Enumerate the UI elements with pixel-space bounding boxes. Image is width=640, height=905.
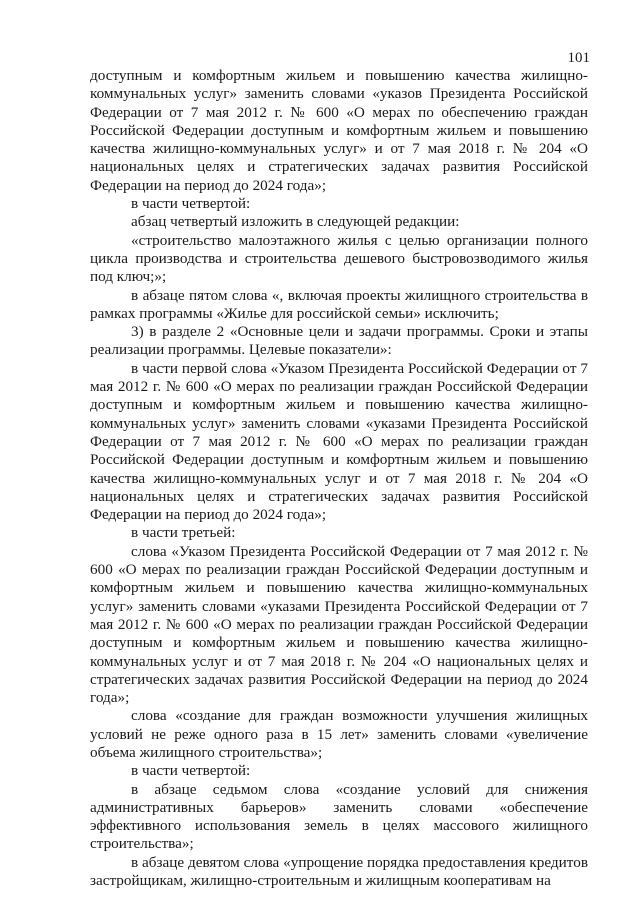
document-body — [90, 67, 588, 890]
paragraph: в части первой слова «Указом Президента Российской Федерации от 7 мая 2012 г. № 600 «О мерах по реализации граждан Российской Федерации доступным и комфортным жильем и повышению качества жилищно-коммунальных услуг» заменить словами «указами Президента Российской Федерации от 7 мая 2012 г. № 600 «О мерах по реализации граждан Российской Федерации доступным и комфортным жильем и повышению качества жилищно-коммунальных услуг и от 7 мая 2018 г. № 204 «О национальных целях и стратегических задачах развития Российской Федерации на период до 2024 года»; — [90, 359, 588, 524]
paragraph: в абзаце девятом слова «упрощение порядка предоставления кредитов застройщикам, жилищно-строительным и жилищным кооперативам на — [90, 853, 588, 890]
paragraph: в части четвертой: — [131, 195, 251, 213]
paragraph: слова «Указом Президента Российской Федерации от 7 мая 2012 г. № 600 «О мерах по реализации граждан Российской Федерации доступным и комфортным жильем и повышению качества жилищно-коммунальных услуг» заменить словами «указами Президента Российской Федерации от 7 мая 2012 г. № 600 «О мерах по реализации граждан Российской Федерации доступным и комфортным жильем и повышению качества жилищно-коммунальных услуг и от 7 мая 2018 г. № 204 «О национальных целях и стратегических задачах развития Российской Федерации на период до 2024 года»; — [90, 542, 588, 707]
paragraph: «строительство малоэтажного жилья с целью организации полного цикла производства и строительства дешевого быстровозводимого жилья под ключ;»; — [90, 231, 588, 286]
paragraph: слова «создание для граждан возможности улучшения жилищных условий не реже одного раза в 15 лет» заменить словами «увеличение объема жилищного строительства»; — [90, 707, 588, 761]
paragraph: в части четвертой: — [131, 762, 251, 780]
paragraph: 3) в разделе 2 «Основные цели и задачи программы. Сроки и этапы реализации программы. Целевые показатели»: — [90, 323, 588, 359]
paragraph: абзац четвертый изложить в следующей редакции: — [131, 213, 460, 231]
paragraph: в абзаце пятом слова «, включая проекты жилищного строительства в рамках программы «Жилье для российской семьи» исключить; — [90, 286, 588, 322]
paragraph: в абзаце седьмом слова «создание условий для снижения административных барьеров» заменить словами «обеспечение эффективного использования земель в целях массового жилищного строительства»; — [90, 780, 588, 853]
paragraph: доступным и комфортным жильем и повышению качества жилищно-коммунальных услуг» заменить словами «указов Президента Российской Федерации от 7 мая 2012 г. № 600 «О мерах по обеспечению граждан Российской Федерации доступным и комфортным жильем и повышению качества жилищно-коммунальных услуг» и от 7 мая 2018 г. № 204 «О национальных целях и стратегических задачах развития Российской Федерации на период до 2024 года»; — [90, 67, 588, 194]
page-number: 101 — [567, 50, 590, 66]
paragraph: в части третьей: — [131, 524, 236, 542]
